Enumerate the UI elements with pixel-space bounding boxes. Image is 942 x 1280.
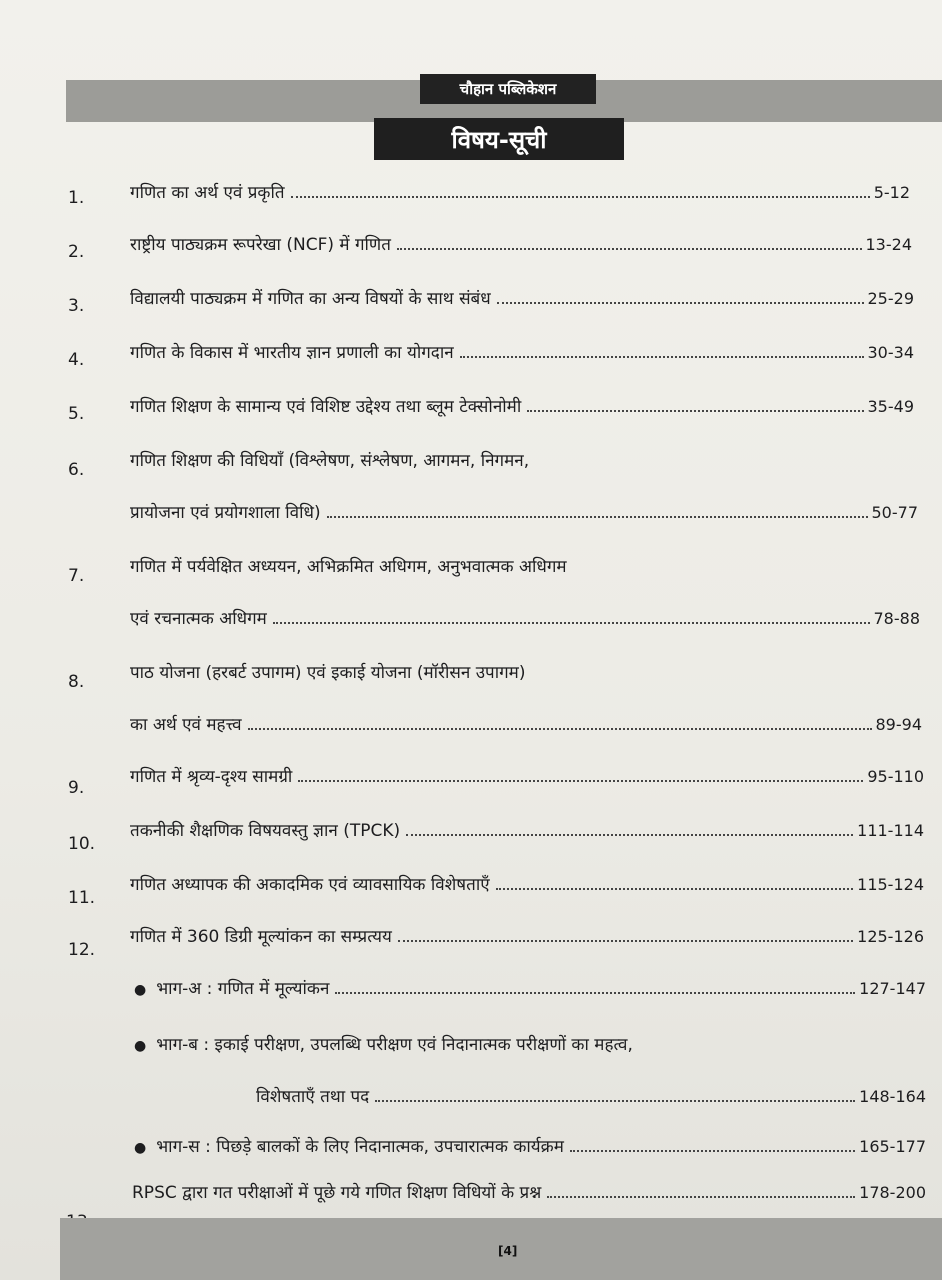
entry-page: 178-200 — [859, 1183, 926, 1202]
entry-number: 12. — [68, 940, 96, 960]
subentry-title: भाग-ब : इकाई परीक्षण, उपलब्धि परीक्षण एवं निदानात्मक परीक्षणों का महत्व, — [156, 1035, 633, 1055]
dot-leader — [397, 247, 862, 250]
entry-title: गणित शिक्षण की विधियाँ (विश्लेषण, संश्लेषण, आगमन, निगमन, — [130, 451, 530, 471]
page-number: [4] — [498, 1244, 518, 1258]
subentry-page: 148-164 — [859, 1087, 926, 1106]
entry-number: 6. — [68, 460, 85, 480]
toc-entry — [130, 712, 922, 735]
toc-entry — [130, 340, 914, 363]
entry-title-continued: एवं रचनात्मक अधिगम — [130, 609, 267, 629]
bullet-icon: ● — [134, 1038, 147, 1054]
entry-title: राष्ट्रीय पाठ्यक्रम रूपरेखा (NCF) में गणित — [130, 235, 391, 255]
dot-leader — [570, 1149, 855, 1152]
entry-title: पाठ योजना (हरबर्ट उपागम) एवं इकाई योजना (मॉरीसन उपागम) — [130, 663, 526, 683]
entry-title: गणित शिक्षण के सामान्य एवं विशिष्ट उद्देश्य तथा ब्लूम टेक्सोनोमी — [130, 397, 522, 417]
entry-number: 9. — [68, 778, 85, 798]
entry-title: विद्यालयी पाठ्यक्रम में गणित का अन्य विषयों के साथ संबंध — [130, 289, 491, 309]
toc-subentry — [134, 1134, 926, 1157]
entry-page: 111-114 — [857, 821, 924, 840]
entry-title: तकनीकी शैक्षणिक विषयवस्तु ज्ञान (TPCK) — [130, 821, 401, 841]
dot-leader — [547, 1195, 855, 1198]
entry-page: 89-94 — [875, 715, 922, 734]
entry-title: गणित के विकास में भारतीय ज्ञान प्रणाली का योगदान — [130, 343, 454, 363]
toc-entry — [132, 1180, 926, 1203]
toc-subentry — [134, 976, 926, 999]
dot-leader — [335, 991, 855, 994]
bullet-icon: ● — [134, 1140, 147, 1156]
entry-page: 50-77 — [871, 503, 918, 522]
toc-entry — [130, 500, 918, 523]
entry-title: गणित अध्यापक की अकादमिक एवं व्यावसायिक विशेषताएँ — [130, 875, 490, 895]
toc-entry — [130, 232, 912, 255]
entry-number: 7. — [68, 566, 85, 586]
dot-leader — [375, 1099, 855, 1102]
subentry-page: 165-177 — [859, 1137, 926, 1156]
entry-page: 30-34 — [867, 343, 914, 362]
entry-page: 25-29 — [867, 289, 914, 308]
dot-leader — [248, 727, 872, 730]
dot-leader — [291, 195, 870, 198]
entry-number: 8. — [68, 672, 85, 692]
entry-page: 78-88 — [873, 609, 920, 628]
toc-subentry-continued — [256, 1084, 926, 1107]
entry-page: 115-124 — [857, 875, 924, 894]
entry-page: 125-126 — [857, 927, 924, 946]
dot-leader — [298, 779, 863, 782]
entry-page: 5-12 — [873, 183, 910, 202]
toc-entry — [130, 818, 924, 841]
entry-title: गणित में पर्यवेक्षित अध्ययन, अभिक्रमित अधिगम, अनुभवात्मक अधिगम — [130, 557, 567, 577]
entry-page: 13-24 — [865, 235, 912, 254]
subentry-title-continued: विशेषताएँ तथा पद — [256, 1087, 370, 1107]
toc-entry — [130, 924, 924, 947]
entry-title-continued: का अर्थ एवं महत्त्व — [130, 715, 242, 735]
subentry-page: 127-147 — [859, 979, 926, 998]
entry-title: गणित का अर्थ एवं प्रकृति — [130, 183, 285, 203]
dot-leader — [273, 621, 870, 624]
entry-page: 35-49 — [867, 397, 914, 416]
toc-subentry — [134, 1032, 633, 1055]
entry-title: गणित में 360 डिग्री मूल्यांकन का सम्प्रत्यय — [130, 927, 392, 947]
toc-entry — [130, 180, 910, 203]
toc-entry — [130, 764, 924, 787]
dot-leader — [406, 833, 853, 836]
subentry-title: भाग-अ : गणित में मूल्यांकन — [156, 979, 330, 999]
subentry-title: भाग-स : पिछड़े बालकों के लिए निदानात्मक, उपचारात्मक कार्यक्रम — [156, 1137, 564, 1157]
entry-number: 3. — [68, 296, 85, 316]
entry-title: गणित में श्रृव्य-दृश्य सामग्री — [130, 767, 293, 787]
dot-leader — [327, 515, 868, 518]
toc-entry — [130, 872, 924, 895]
toc-entry — [130, 606, 920, 629]
entry-page: 95-110 — [867, 767, 924, 786]
dot-leader — [496, 887, 854, 890]
toc-title: विषय-सूची — [374, 118, 624, 160]
toc-entry — [130, 394, 914, 417]
bullet-icon: ● — [134, 982, 147, 998]
entry-number: 10. — [68, 834, 96, 854]
entry-number: 2. — [68, 242, 85, 262]
entry-title: RPSC द्वारा गत परीक्षाओं में पूछे गये गणित शिक्षण विधियों के प्रश्न — [132, 1183, 542, 1203]
dot-leader — [460, 355, 864, 358]
publisher-label: चौहान पब्लिकेशन — [420, 74, 596, 104]
dot-leader — [527, 409, 863, 412]
entry-number: 1. — [68, 188, 85, 208]
entry-title-continued: प्रायोजना एवं प्रयोगशाला विधि) — [130, 503, 321, 523]
toc-entry — [130, 286, 914, 309]
entry-number: 5. — [68, 404, 85, 424]
entry-number: 11. — [68, 888, 96, 908]
dot-leader — [497, 301, 864, 304]
dot-leader — [398, 939, 853, 942]
entry-number: 4. — [68, 350, 85, 370]
